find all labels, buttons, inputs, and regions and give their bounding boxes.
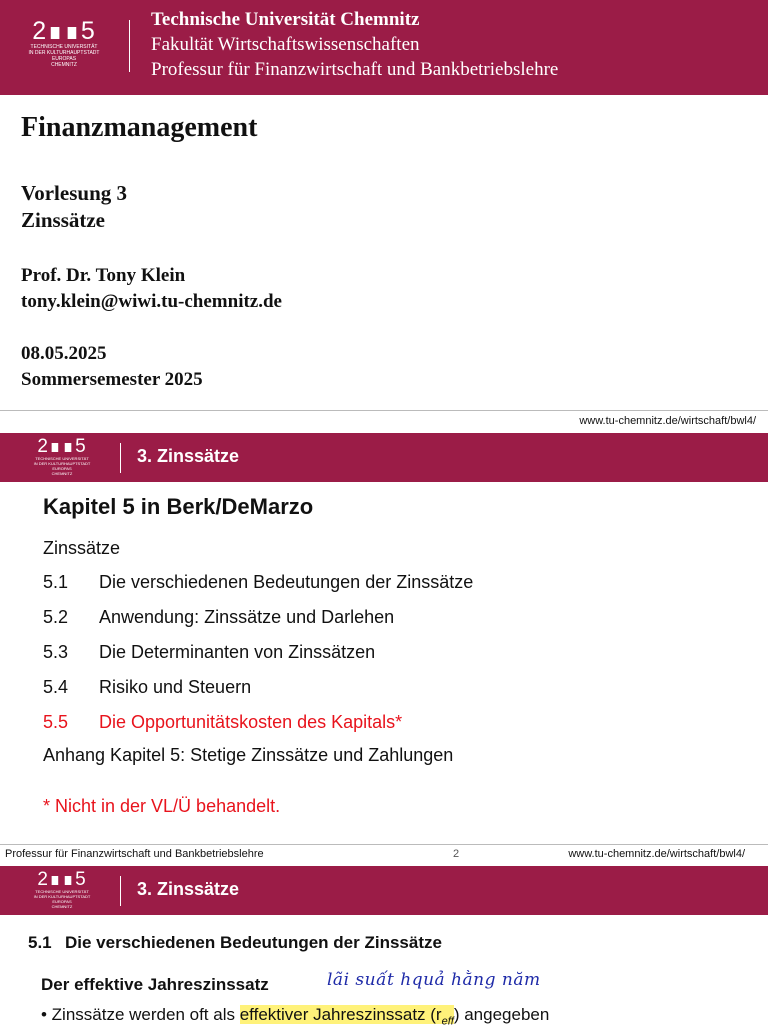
footer-chair: Professur für Finanzwirtschaft und Bankbetriebslehre	[5, 848, 264, 860]
toc-item-highlighted	[43, 712, 743, 747]
bullet-close-paren: )	[453, 1005, 460, 1024]
toc-text: Die Opportunitätskosten des Kapitals*	[99, 712, 403, 732]
chapter-heading: Kapitel 5 in Berk/DeMarzo	[43, 494, 314, 519]
highlighted-term	[239, 1005, 454, 1027]
section-title: Die verschiedenen Bedeutungen der Zinssätze	[65, 933, 442, 952]
table-of-contents	[43, 572, 743, 747]
logo-subtitle-1: TECHNISCHE UNIVERSITÄT	[30, 44, 98, 50]
toc-text: Anwendung: Zinssätze und Darlehen	[99, 607, 395, 627]
toc-number: 5.2	[43, 607, 69, 627]
logo-subtitle-2: IN DER KULTURHAUPTSTADT EUROPAS	[33, 894, 91, 904]
professor-name: Prof. Dr. Tony Klein	[21, 265, 186, 286]
logo-subtitle-1: TECHNISCHE UNIVERSITÄT	[35, 456, 89, 461]
logo-mark: 2∎∎5	[37, 869, 87, 890]
slide-footer-divider	[0, 410, 768, 411]
university-logo	[26, 437, 98, 476]
subsection-heading: Der effektive Jahreszinssatz	[41, 975, 269, 994]
toc-number: 5.4	[43, 677, 69, 697]
toc-text: Die Determinanten von Zinssätzen	[99, 642, 376, 662]
logo-mark: 2∎∎5	[37, 436, 87, 457]
header-divider	[120, 443, 121, 473]
lecture-topic: Zinssätze	[21, 208, 105, 232]
university-name: Technische Universität Chemnitz	[151, 9, 420, 30]
title-slide-header	[0, 0, 768, 95]
toc-text: Die verschiedenen Bedeutungen der Zinssätze	[99, 572, 474, 592]
toc-item	[43, 572, 743, 607]
slide-title: 3. Zinssätze	[137, 879, 240, 899]
footer-url: www.tu-chemnitz.de/wirtschaft/bwl4/	[579, 415, 756, 427]
slide-footer-divider	[0, 844, 768, 845]
section-number: 5.1	[28, 933, 52, 952]
footer-url: www.tu-chemnitz.de/wirtschaft/bwl4/	[568, 848, 745, 860]
logo-subtitle-2: IN DER KULTURHAUPTSTADT EUROPAS	[28, 50, 100, 62]
bullet-text: • Zinssätze werden oft als	[41, 1005, 240, 1024]
logo-subtitle-3: CHEMNITZ	[51, 62, 77, 68]
footnote: * Nicht in der VL/Ü behandelt.	[43, 796, 281, 816]
date-info	[21, 341, 203, 393]
appendix-line: Anhang Kapitel 5: Stetige Zinssätze und Zahlungen	[43, 745, 454, 765]
logo-subtitle-2: IN DER KULTURHAUPTSTADT EUROPAS	[33, 461, 91, 471]
toc-item	[43, 607, 743, 642]
course-title: Finanzmanagement	[21, 112, 258, 143]
institution-titles	[151, 7, 558, 82]
chair-name: Professur für Finanzwirtschaft und Bankbetriebslehre	[151, 59, 559, 80]
highlighted-term-text: effektiver Jahreszinssatz (r	[239, 1005, 442, 1024]
lecture-number: Vorlesung 3	[21, 181, 127, 205]
slide-title: 3. Zinssätze	[137, 446, 240, 466]
logo-subtitle-3: CHEMNITZ	[51, 471, 73, 476]
lecturer-info	[21, 263, 282, 315]
logo-subtitle-3: CHEMNITZ	[51, 904, 73, 909]
logo-mark: 2∎∎5	[32, 17, 96, 45]
faculty-name: Fakultät Wirtschaftswissenschaften	[151, 34, 420, 55]
bullet-text-end: angegeben	[459, 1005, 550, 1024]
handwritten-annotation: lãi suất hquả hằng năm	[327, 970, 541, 990]
university-logo	[18, 18, 110, 68]
slide-header	[0, 866, 768, 915]
header-divider	[129, 20, 130, 72]
lecture-info	[21, 180, 127, 234]
chapter-subheading: Zinssätze	[43, 538, 121, 558]
logo-subtitle-1: TECHNISCHE UNIVERSITÄT	[35, 889, 89, 894]
slide-header	[0, 433, 768, 482]
toc-number: 5.1	[43, 572, 69, 592]
toc-text: Risiko und Steuern	[99, 677, 252, 697]
professor-email: tony.klein@wiwi.tu-chemnitz.de	[21, 291, 282, 312]
toc-number: 5.5	[43, 712, 69, 732]
toc-number: 5.3	[43, 642, 69, 662]
toc-item	[43, 642, 743, 677]
lecture-date: 08.05.2025	[21, 343, 107, 364]
subscript-eff: eff	[441, 1015, 454, 1027]
university-logo	[26, 870, 98, 909]
toc-item	[43, 677, 743, 712]
header-divider	[120, 876, 121, 906]
section-heading	[28, 933, 442, 953]
page-number: 2	[453, 848, 460, 860]
semester: Sommersemester 2025	[21, 369, 203, 390]
